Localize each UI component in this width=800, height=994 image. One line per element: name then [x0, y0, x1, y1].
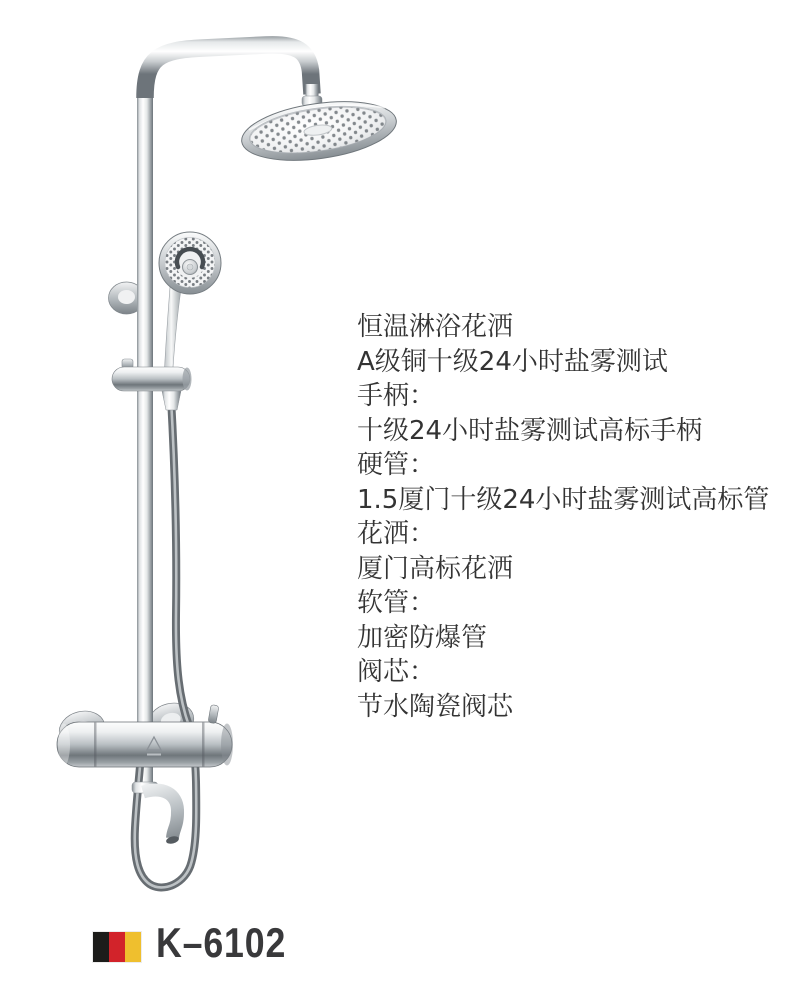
spec-line: 恒温淋浴花洒: [357, 312, 514, 342]
spec-line: 硬管：: [357, 450, 436, 480]
spec-line: 厦门高标花洒: [357, 553, 514, 584]
shower-arm: [145, 45, 322, 106]
spec-line: 阀芯：: [357, 657, 436, 687]
hose-nut: [162, 391, 181, 410]
spec-line: 软管：: [357, 588, 436, 618]
riser-pipe: [137, 86, 153, 788]
flag-mark: [93, 932, 141, 962]
spec-line: 节水陶瓷阀芯: [357, 691, 514, 722]
spec-line: 1.5厦门十级24小时盐雾测试高标管: [357, 484, 770, 515]
spec-line: 手柄：: [357, 381, 436, 411]
spec-line: 加密防爆管: [357, 622, 488, 653]
tub-spout: [143, 790, 180, 845]
flag-stripe-black: [93, 932, 109, 962]
spec-line: 十级24小时盐雾测试高标手柄: [357, 415, 703, 446]
valve-lever: [208, 705, 219, 724]
rain-shower-head: [238, 93, 400, 169]
spec-line: 花洒：: [357, 519, 436, 549]
spec-text-block: [357, 310, 787, 724]
flag-stripe-gold: [125, 932, 141, 962]
model-number: K–6102: [156, 919, 287, 966]
spec-line: A级铜十级24小时盐雾测试: [357, 346, 668, 377]
flag-stripe-red: [109, 932, 125, 962]
hand-shower-head: [159, 232, 221, 294]
